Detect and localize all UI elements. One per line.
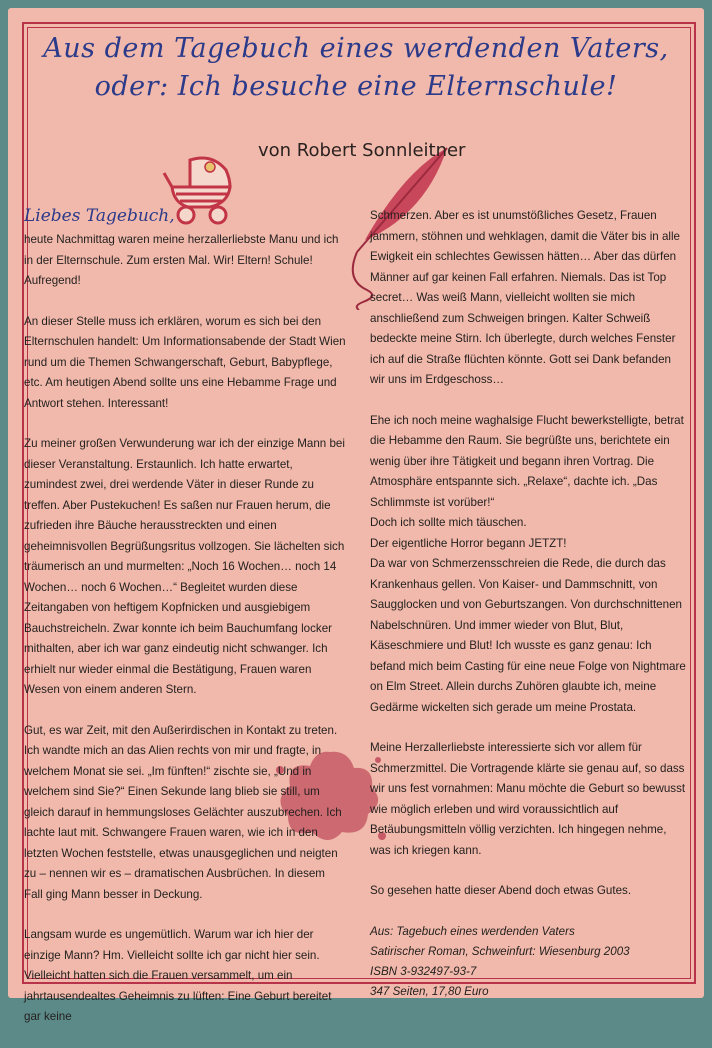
source-line: ISBN 3-932497-93-7	[370, 964, 477, 978]
title-line-1: Aus dem Tagebuch eines werdenden Vaters,	[43, 33, 669, 64]
article-title	[20, 30, 692, 106]
paragraph: Gut, es war Zeit, mit den Außerirdischen in Kontakt zu treten. Ich wandte mich an das Alien rechts von mir und fragte, in welchem Monat sie sei. „Im fünften!“ zischte sie, „Und in welchem sind Sie?“ Einen Sekunde lang blieb sie still, um gleich darauf in hemmungsloses Gelächter auszubrechen. Ich lachte laut mit. Schwangere Frauen waren, wie ich in den letzten Wochen feststelle, etwas unausgeglichen und neigten zu – nennen wir es – dramatischen Ausbrüchen. In diesem Fall ging Mann besser in Deckung.	[24, 723, 342, 901]
diary-greeting: Liebes Tagebuch,	[24, 206, 175, 226]
paragraph: Zu meiner großen Verwunderung war ich der einzige Mann bei dieser Veranstaltung. Erstaunlich. Ich hatte erwartet, zumindest zwei, drei werdende Väter in dieser Runde zu treffen. Aber Pustekuchen! Es saßen nur Frauen herum, die zufrieden ihre Bäuche herausstreckten und einen geheimnisvollen Begrüßungsritus vollzogen. Sie lächelten sich träumerisch an und murmelten: „Noch 16 Wochen… noch 14 Wochen… noch 6 Wochen…“ Begleitet wurden diese Zeitangaben von heftigem Kopfnicken und ausgiebigem Bauchstreicheln. Zwar konnte ich beim Bauchumfang locker mithalten, aber ich war ganz eindeutig nicht schwanger. Ich erhielt nur wieder einmal die Bestätigung, Frauen waren Wesen von einem anderen Stern.	[24, 437, 345, 696]
source-line: Aus: Tagebuch eines werdenden Vaters	[370, 924, 575, 938]
right-column	[370, 206, 688, 1002]
source-line: 347 Seiten, 17,80 Euro	[370, 984, 489, 998]
left-column	[24, 230, 346, 1048]
paragraph: So gesehen hatte dieser Abend doch etwas Gutes.	[370, 884, 632, 897]
title-line-2: oder: Ich besuche eine Elternschule!	[94, 71, 618, 102]
author-byline: von Robert Sonnleitner	[258, 140, 466, 161]
source-line: Satirischer Roman, Schweinfurt: Wiesenburg 2003	[370, 944, 630, 958]
paragraph: Langsam wurde es ungemütlich. Warum war ich hier der einzige Mann? Hm. Vielleicht sollte ich gar nicht hier sein. Vielleicht hatten sich die Frauen versammelt, um ein jahrtausendealtes Geheimnis zu lüften: Eine Geburt bereitet gar keine	[24, 928, 332, 1023]
paragraph: Schmerzen. Aber es ist unumstößliches Gesetz, Frauen jammern, stöhnen und wehklagen, damit die Väter bis in alle Ewigkeit ein schlechtes Gewissen hätten… Aber das dürfen Männer auf gar keinen Fall erfahren. Niemals. Das ist Top secret… Was weiß Mann, vielleicht wollten sie mich anschließend zum Schweigen bringen. Kalter Schweiß bedeckte meine Stirn. Ich überlegte, durch welches Fenster ich auf die Straße flüchten könnte. Gott sei Dank befanden wir uns im Erdgeschoss…	[370, 209, 680, 386]
paragraph: Ehe ich noch meine waghalsige Flucht bewerkstelligte, betrat die Hebamme den Raum. Sie begrüßte uns, berichtete ein wenig über ihre Tätigkeit und begann ihren Vortrag. Die Atmosphäre entspannte sich. „Relaxe“, dachte ich. „Das Schlimmste ist vorüber!“ Doch ich sollte mich täuschen. Der eigentliche Horror begann JETZT! Da war von Schmerzensschreien die Rede, die durch das Krankenhaus gellen. Von Kaiser- und Dammschnitt, von Saugglocken und von Geburtszangen. Von durchschnittenen Nabelschnüren. Und immer wieder von Blut, Blut, Käseschmiere und Blut! Ich wusste es ganz genau: Ich befand mich beim Casting für eine neue Folge von Nightmare on Elm Street. Allein durchs Zuhören glaubte ich, meine Gedärme wickelten sich gerade um meine Prostata.	[370, 413, 686, 714]
paragraph: heute Nachmittag waren meine herzallerliebste Manu und ich in der Elternschule. Zum ersten Mal. Wir! Eltern! Schule! Aufregend!	[24, 233, 339, 287]
paragraph: Meine Herzallerliebste interessierte sich vor allem für Schmerzmittel. Die Vortragende klärte sie genau auf, so dass wir uns fest vornahmen: Manu möchte die Geburt so bewusst wie möglich erleben und wird voraussichtlich auf Betäubungsmitteln völlig verzichten. Ich hingegen nehme, was ich kriegen kann.	[370, 741, 686, 857]
book-source	[370, 922, 688, 1002]
paragraph: An dieser Stelle muss ich erklären, worum es sich bei den Elternschulen handelt: Um Informationsabende der Stadt Wien rund um die Themen Schwangerschaft, Geburt, Babypflege, etc. Am heutigen Abend sollte uns eine Hebamme Frage und Antwort stehen. Interessant!	[24, 314, 346, 410]
